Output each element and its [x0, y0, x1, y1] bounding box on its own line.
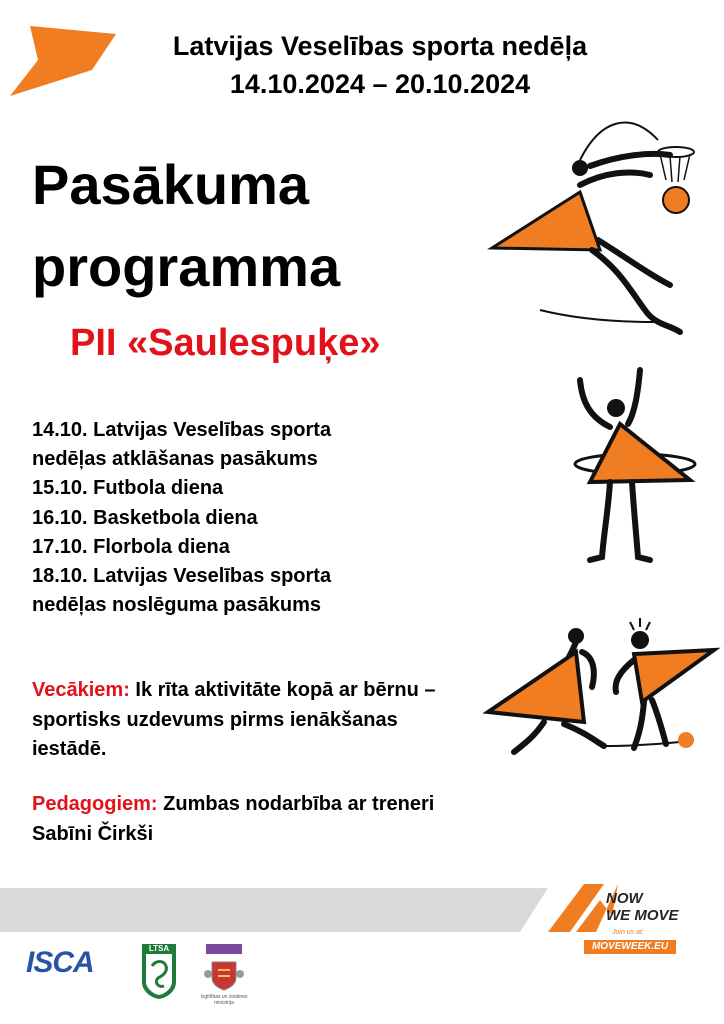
- schedule-line: 14.10. Latvijas Veselības sporta: [32, 419, 332, 441]
- football-players-figure-icon: [484, 612, 720, 762]
- header-title: Latvijas Veselības sporta nedēļa: [172, 31, 588, 61]
- now-we-move-line1: NOW: [606, 890, 643, 907]
- teachers-text: Zumbas nodarbība ar treneri Sabīni Čirkši: [32, 793, 435, 845]
- teachers-note: [32, 790, 472, 849]
- basketball-player-figure-icon: [480, 100, 720, 340]
- orange-flag-logo-icon: [8, 18, 118, 98]
- parents-note: [32, 676, 472, 765]
- ministry-text: Izglītības un zinātnes ministrija: [200, 994, 248, 1006]
- page-title-line1: Pasākuma: [32, 153, 310, 216]
- institution-name: PII «Saulespuķe»: [70, 322, 381, 364]
- page-title-line2: programma: [32, 235, 341, 298]
- schedule-line: 18.10. Latvijas Veselības sporta: [32, 565, 332, 588]
- isca-logo: ISCA: [26, 946, 94, 979]
- parents-label: Vecākiem:: [32, 679, 130, 701]
- hula-hoop-figure-icon: [560, 362, 710, 567]
- schedule-line: 15.10. Futbola diena: [32, 477, 224, 500]
- schedule-line: nedēļas noslēguma pasākums: [32, 594, 322, 617]
- teachers-label: Pedagogiem:: [32, 793, 158, 815]
- now-we-move-text: [606, 890, 679, 924]
- schedule-list: [32, 416, 452, 620]
- join-text: Join us at:: [612, 929, 644, 936]
- moveweek-link[interactable]: MOVEWEEK.EU: [584, 940, 676, 954]
- parents-text: Ik rīta aktivitāte kopā ar bērnu – sportisks uzdevums pirms ienākšanas iestādē.: [32, 679, 436, 760]
- schedule-line: 16.10. Basketbola diena: [32, 506, 258, 529]
- ministry-crest-icon: [204, 944, 244, 992]
- header-dates: 14.10.2024 – 20.10.2024: [229, 69, 531, 99]
- now-we-move-line2: WE MOVE: [606, 907, 679, 924]
- ltsa-logo-text: LTSA: [148, 944, 170, 953]
- schedule-line: nedēļas atklāšanas pasākums: [32, 448, 318, 471]
- schedule-line: 17.10. Florbola diena: [32, 535, 230, 558]
